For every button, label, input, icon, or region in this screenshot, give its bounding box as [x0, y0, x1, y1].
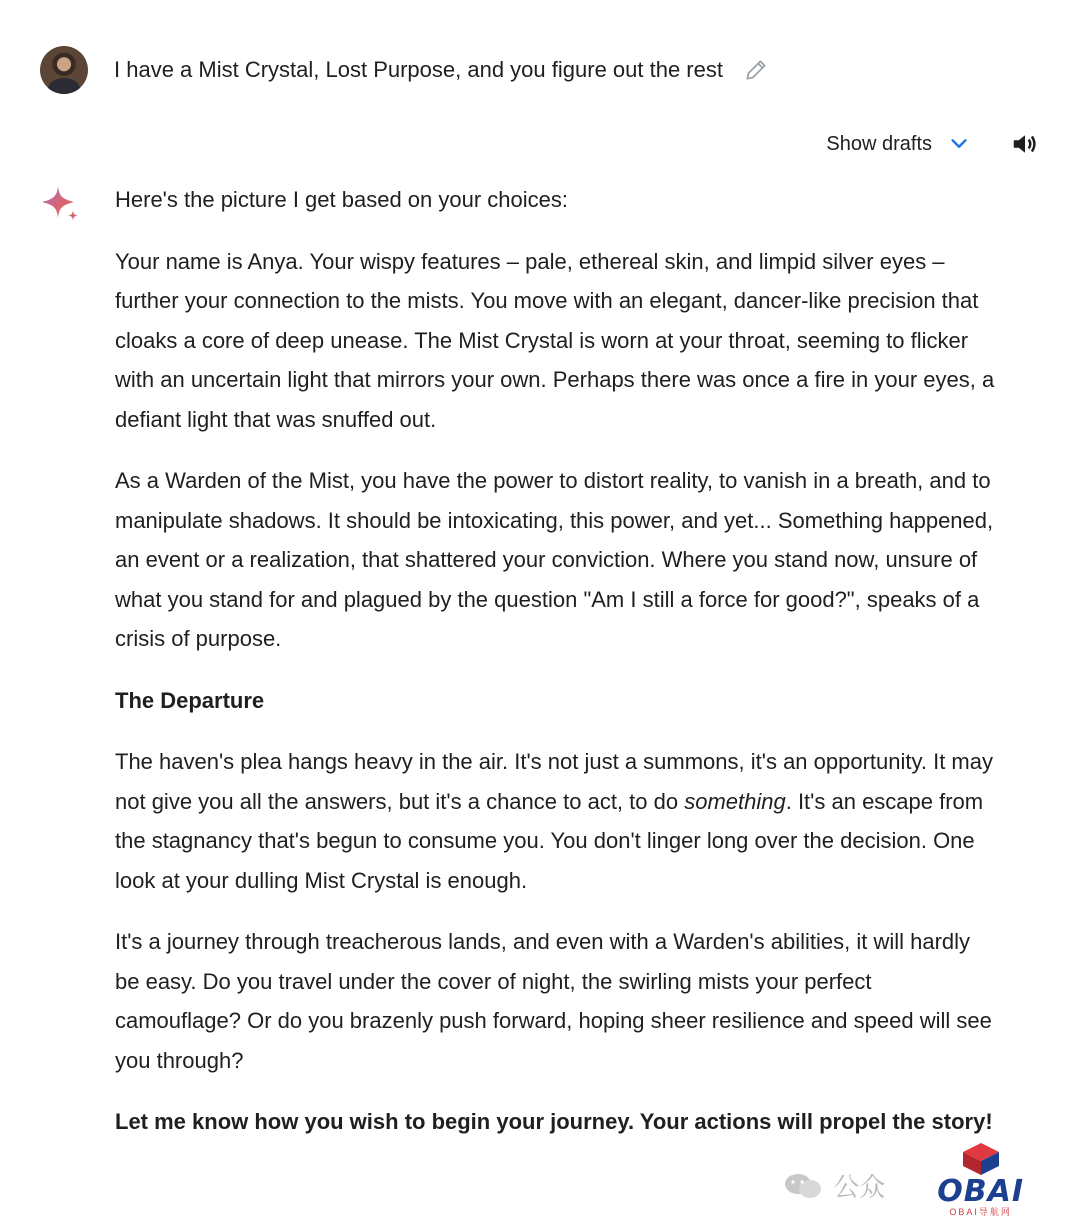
response-toolbar: [826, 124, 1040, 164]
chevron-down-icon: [948, 133, 970, 155]
user-prompt-text: I have a Mist Crystal, Lost Purpose, and you figure out the rest: [114, 57, 723, 82]
sparkle-icon: [40, 184, 82, 226]
cube-logo-icon: [959, 1141, 1003, 1177]
wechat-icon: [783, 1171, 823, 1201]
watermark: [783, 1141, 1024, 1218]
wechat-text: 公众: [833, 1172, 886, 1202]
brand-name: OBAI: [937, 1174, 1024, 1209]
section-heading: The Departure: [115, 687, 265, 713]
user-avatar[interactable]: [40, 46, 88, 94]
response-paragraph: It's a journey through treacherous lands, and even with a Warden's abilities, it will hardly be easy. Do you travel under the cover of night, the swirling mists your perfect camouflage? Or do you brazenly push forward, hoping sheer resilience and speed will see you through?: [115, 929, 992, 1073]
paragraph-text: The haven's plea hangs heavy in the air. It's not just a summons, it's an opportunity. It may not give you all the answers, but it's a chance to act, to do: [115, 749, 993, 814]
brand-logo: [937, 1141, 1024, 1218]
show-drafts-label: Show drafts: [826, 132, 932, 155]
show-drafts-button[interactable]: [826, 133, 970, 156]
wechat-watermark: [783, 1167, 885, 1204]
pencil-icon[interactable]: [743, 57, 769, 83]
response-intro: Here's the picture I get based on your choices:: [115, 187, 569, 212]
brand-subtitle: OBAI导航网: [949, 1207, 1012, 1217]
response-paragraph: [115, 742, 995, 900]
response-paragraph: Your name is Anya. Your wispy features – pale, ethereal skin, and limpid silver eyes – further your connection to the mists. You move with an elegant, dancer-like precision that cloaks a core of deep unease. The Mist Crystal is worn at your throat, seeming to flicker with an uncertain light that mirrors your own. Perhaps there was once a fire in your eyes, a defiant light that was snuffed out.: [115, 248, 995, 432]
response-paragraph: As a Warden of the Mist, you have the power to distort reality, to vanish in a breath, and to manipulate shadows. It should be intoxicating, this power, and yet... Something happened, an event or a realization, that shattered your conviction. Where you stand now, unsure of what you stand for and plagued by the question "Am I still a force for good?", speaks of a crisis of purpose.: [115, 468, 994, 651]
response-closing: Let me know how you wish to begin your journey. Your actions will propel the story!: [115, 1109, 993, 1134]
assistant-response: [115, 180, 995, 1164]
paragraph-text: . It's an escape from the stagnancy that's begun to consume you. You don't linger long over the decision. One look at your dulling Mist Crystal is enough.: [115, 788, 984, 893]
user-message: [40, 44, 769, 96]
speaker-icon[interactable]: [1010, 129, 1040, 159]
emphasis-text: something: [684, 788, 786, 814]
